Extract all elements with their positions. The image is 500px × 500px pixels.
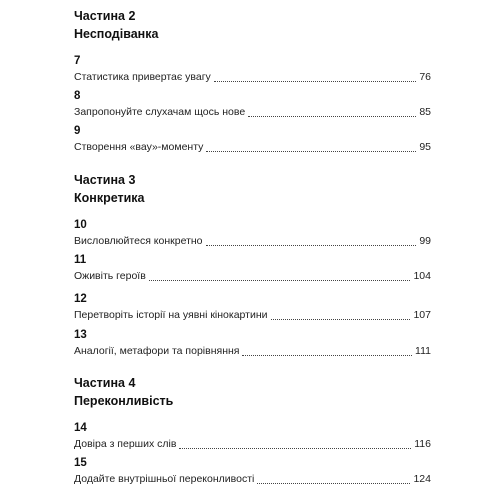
chapter-number: 13 bbox=[74, 329, 87, 341]
dot-leader bbox=[149, 279, 411, 281]
dot-leader bbox=[248, 115, 416, 117]
chapter-number: 15 bbox=[74, 457, 87, 469]
page-number: 116 bbox=[414, 438, 431, 450]
dot-leader bbox=[206, 244, 417, 246]
dot-leader bbox=[242, 354, 412, 356]
page-number: 111 bbox=[415, 345, 431, 357]
toc-entry[interactable] bbox=[74, 456, 431, 487]
chapter-number: 9 bbox=[74, 125, 81, 137]
part-title: Переконливість bbox=[74, 394, 174, 408]
chapter-title: Додайте внутрішньої переконливості bbox=[74, 473, 255, 485]
toc-entry[interactable] bbox=[74, 421, 431, 452]
toc-entry[interactable] bbox=[74, 218, 431, 249]
chapter-title: Висловлюйтеся конкретно bbox=[74, 235, 203, 247]
chapter-number: 7 bbox=[74, 55, 81, 67]
page-number: 95 bbox=[419, 141, 431, 153]
chapter-number: 8 bbox=[74, 90, 81, 102]
dot-leader bbox=[257, 482, 410, 484]
chapter-title: Статистика привертає увагу bbox=[74, 71, 211, 83]
toc-entry[interactable] bbox=[74, 253, 431, 284]
page-number: 104 bbox=[413, 270, 431, 282]
part-number: Частина 4 bbox=[74, 376, 136, 390]
chapter-title: Довіра з перших слів bbox=[74, 438, 177, 450]
page-number: 99 bbox=[419, 235, 431, 247]
dot-leader bbox=[206, 150, 416, 152]
part-heading bbox=[74, 171, 431, 207]
page-number: 107 bbox=[413, 309, 431, 321]
chapter-number: 10 bbox=[74, 219, 87, 231]
chapter-number: 14 bbox=[74, 422, 87, 434]
page-number: 85 bbox=[419, 106, 431, 118]
chapter-number: 12 bbox=[74, 293, 87, 305]
toc-entry[interactable] bbox=[74, 124, 431, 155]
dot-leader bbox=[179, 447, 411, 449]
part-heading bbox=[74, 7, 431, 43]
part-number: Частина 3 bbox=[74, 173, 136, 187]
toc-entry[interactable] bbox=[74, 328, 431, 359]
chapter-title: Аналогії, метафори та порівняння bbox=[74, 345, 240, 357]
page-number: 124 bbox=[413, 473, 431, 485]
part-title: Несподіванка bbox=[74, 27, 159, 41]
chapter-title: Оживіть героїв bbox=[74, 270, 146, 282]
chapter-title: Створення «вау»-моменту bbox=[74, 141, 204, 153]
dot-leader bbox=[271, 318, 411, 320]
page-number: 76 bbox=[419, 71, 431, 83]
chapter-number: 11 bbox=[74, 254, 87, 266]
part-title: Конкретика bbox=[74, 191, 145, 205]
dot-leader bbox=[214, 80, 417, 82]
toc-entry[interactable] bbox=[74, 89, 431, 120]
chapter-title: Перетворіть історії на уявні кінокартини bbox=[74, 309, 268, 321]
toc-entry[interactable] bbox=[74, 54, 431, 85]
part-heading bbox=[74, 374, 431, 410]
chapter-title: Запропонуйте слухачам щось нове bbox=[74, 106, 246, 118]
part-number: Частина 2 bbox=[74, 9, 136, 23]
toc-entry[interactable] bbox=[74, 292, 431, 323]
